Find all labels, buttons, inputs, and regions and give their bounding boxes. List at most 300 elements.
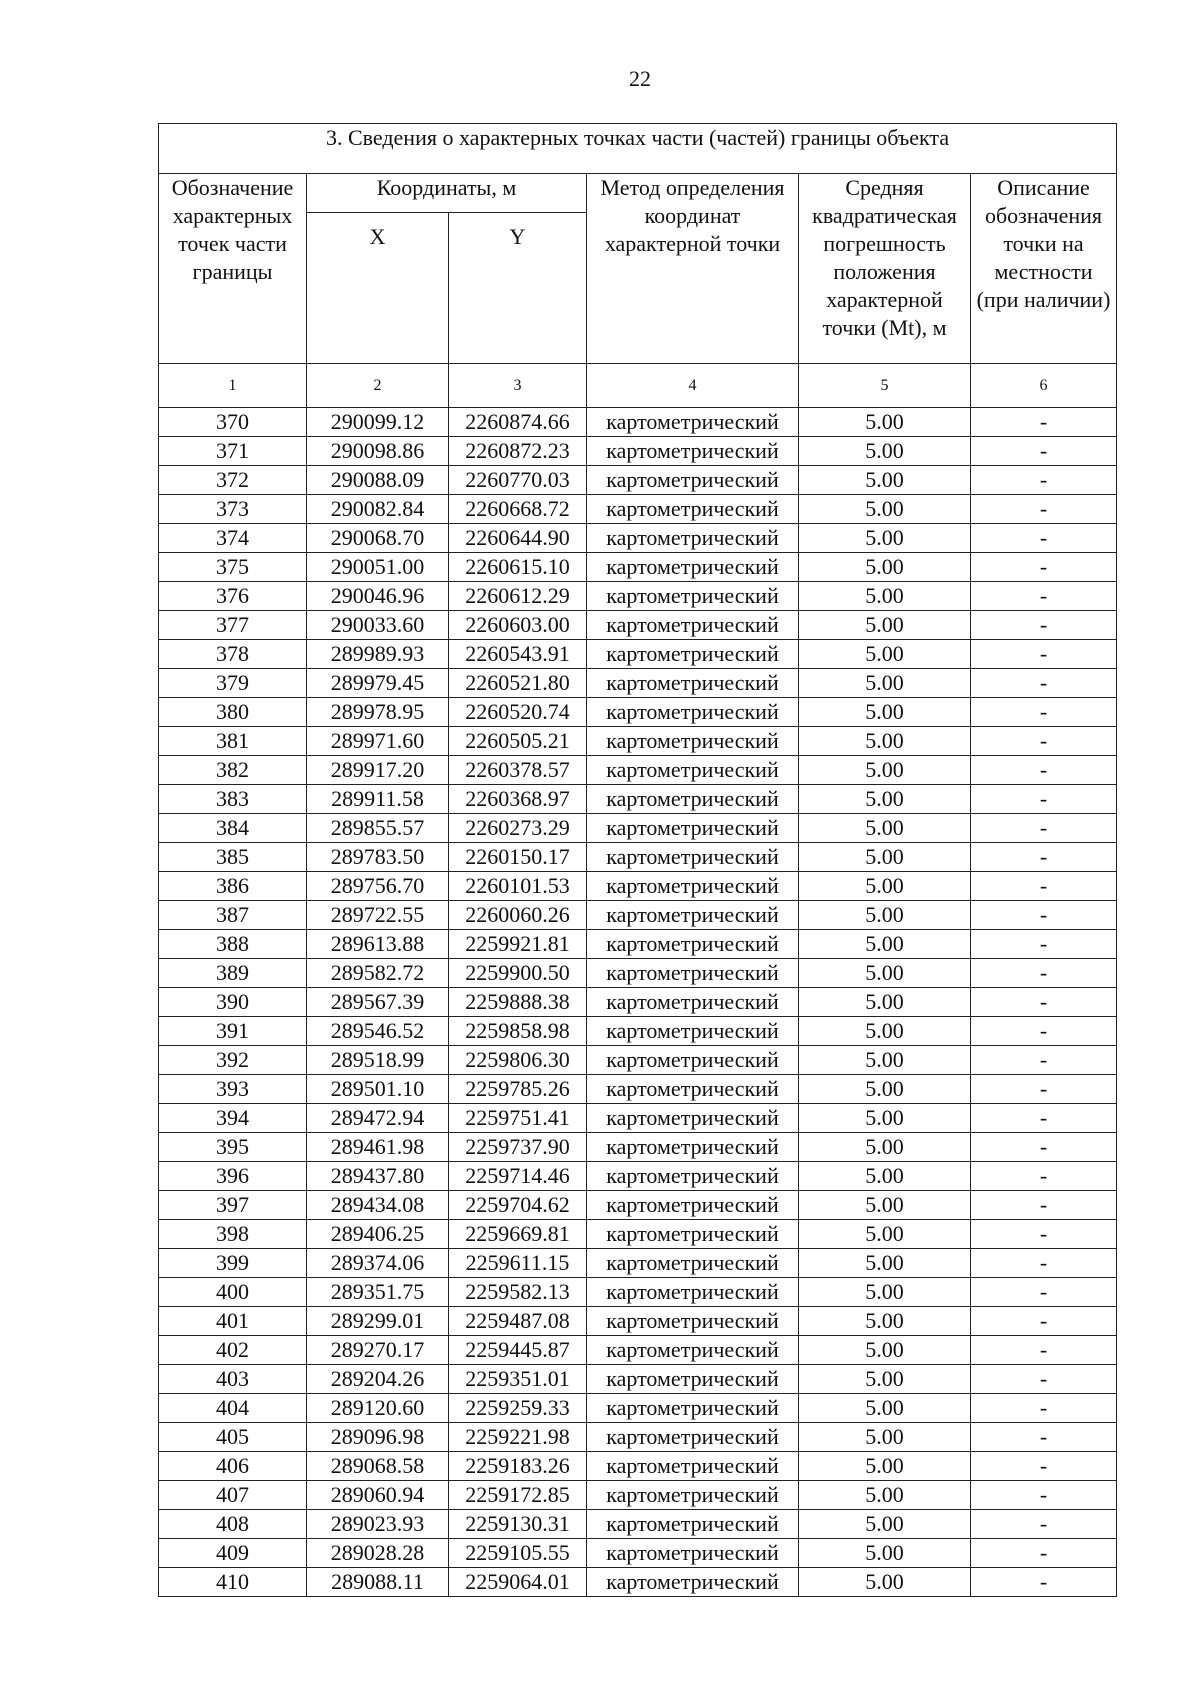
point-id-cell: 381 <box>159 727 307 756</box>
y-coordinate-cell: 2259183.26 <box>449 1452 587 1481</box>
table-row <box>159 495 1117 524</box>
error-cell: 5.00 <box>799 437 971 466</box>
description-cell: - <box>971 959 1117 988</box>
error-cell: 5.00 <box>799 959 971 988</box>
header-method: Метод определения координат характерной точки <box>587 174 799 364</box>
method-cell: картометрический <box>587 872 799 901</box>
description-cell: - <box>971 727 1117 756</box>
y-coordinate-cell: 2259921.81 <box>449 930 587 959</box>
method-cell: картометрический <box>587 1046 799 1075</box>
method-cell: картометрический <box>587 408 799 437</box>
y-coordinate-cell: 2259130.31 <box>449 1510 587 1539</box>
error-cell: 5.00 <box>799 495 971 524</box>
table-row <box>159 1046 1117 1075</box>
description-cell: - <box>971 1568 1117 1597</box>
table-row <box>159 814 1117 843</box>
point-id-cell: 400 <box>159 1278 307 1307</box>
x-coordinate-cell: 290046.96 <box>307 582 449 611</box>
y-coordinate-cell: 2259105.55 <box>449 1539 587 1568</box>
point-id-cell: 404 <box>159 1394 307 1423</box>
method-cell: картометрический <box>587 553 799 582</box>
point-id-cell: 384 <box>159 814 307 843</box>
point-id-cell: 398 <box>159 1220 307 1249</box>
x-coordinate-cell: 289855.57 <box>307 814 449 843</box>
error-cell: 5.00 <box>799 814 971 843</box>
column-number: 6 <box>971 364 1117 408</box>
table-row <box>159 988 1117 1017</box>
method-cell: картометрический <box>587 1307 799 1336</box>
x-coordinate-cell: 289028.28 <box>307 1539 449 1568</box>
description-cell: - <box>971 1307 1117 1336</box>
y-coordinate-cell: 2260612.29 <box>449 582 587 611</box>
point-id-cell: 380 <box>159 698 307 727</box>
point-id-cell: 390 <box>159 988 307 1017</box>
y-coordinate-cell: 2259351.01 <box>449 1365 587 1394</box>
point-id-cell: 372 <box>159 466 307 495</box>
error-cell: 5.00 <box>799 988 971 1017</box>
header-description: Описание обозначения точки на местности (при наличии) <box>971 174 1117 364</box>
y-coordinate-cell: 2259582.13 <box>449 1278 587 1307</box>
method-cell: картометрический <box>587 1133 799 1162</box>
point-id-cell: 370 <box>159 408 307 437</box>
method-cell: картометрический <box>587 669 799 698</box>
table-row <box>159 1336 1117 1365</box>
description-cell: - <box>971 1423 1117 1452</box>
x-coordinate-cell: 289060.94 <box>307 1481 449 1510</box>
method-cell: картометрический <box>587 1481 799 1510</box>
point-id-cell: 402 <box>159 1336 307 1365</box>
method-cell: картометрический <box>587 843 799 872</box>
table-row <box>159 1481 1117 1510</box>
description-cell: - <box>971 698 1117 727</box>
error-cell: 5.00 <box>799 1162 971 1191</box>
x-coordinate-cell: 289783.50 <box>307 843 449 872</box>
y-coordinate-cell: 2259900.50 <box>449 959 587 988</box>
x-coordinate-cell: 290098.86 <box>307 437 449 466</box>
column-numbers-row <box>159 364 1117 408</box>
method-cell: картометрический <box>587 727 799 756</box>
header-x: X <box>307 213 449 364</box>
table-row <box>159 756 1117 785</box>
table-row <box>159 611 1117 640</box>
y-coordinate-cell: 2260603.00 <box>449 611 587 640</box>
description-cell: - <box>971 495 1117 524</box>
method-cell: картометрический <box>587 495 799 524</box>
description-cell: - <box>971 1017 1117 1046</box>
x-coordinate-cell: 289120.60 <box>307 1394 449 1423</box>
x-coordinate-cell: 289096.98 <box>307 1423 449 1452</box>
error-cell: 5.00 <box>799 1220 971 1249</box>
x-coordinate-cell: 289351.75 <box>307 1278 449 1307</box>
error-cell: 5.00 <box>799 727 971 756</box>
table-row <box>159 582 1117 611</box>
point-id-cell: 396 <box>159 1162 307 1191</box>
y-coordinate-cell: 2259064.01 <box>449 1568 587 1597</box>
error-cell: 5.00 <box>799 1191 971 1220</box>
method-cell: картометрический <box>587 1249 799 1278</box>
x-coordinate-cell: 289437.80 <box>307 1162 449 1191</box>
table-row <box>159 843 1117 872</box>
x-coordinate-cell: 289270.17 <box>307 1336 449 1365</box>
method-cell: картометрический <box>587 698 799 727</box>
x-coordinate-cell: 289722.55 <box>307 901 449 930</box>
x-coordinate-cell: 290088.09 <box>307 466 449 495</box>
point-id-cell: 379 <box>159 669 307 698</box>
description-cell: - <box>971 1046 1117 1075</box>
y-coordinate-cell: 2259806.30 <box>449 1046 587 1075</box>
point-id-cell: 393 <box>159 1075 307 1104</box>
method-cell: картометрический <box>587 988 799 1017</box>
table-row <box>159 553 1117 582</box>
table-row <box>159 1220 1117 1249</box>
table-row <box>159 408 1117 437</box>
error-cell: 5.00 <box>799 1481 971 1510</box>
x-coordinate-cell: 289979.45 <box>307 669 449 698</box>
y-coordinate-cell: 2260872.23 <box>449 437 587 466</box>
table-row <box>159 1423 1117 1452</box>
x-coordinate-cell: 289978.95 <box>307 698 449 727</box>
point-id-cell: 378 <box>159 640 307 669</box>
x-coordinate-cell: 289756.70 <box>307 872 449 901</box>
description-cell: - <box>971 524 1117 553</box>
y-coordinate-cell: 2260060.26 <box>449 901 587 930</box>
column-number: 4 <box>587 364 799 408</box>
x-coordinate-cell: 289567.39 <box>307 988 449 1017</box>
method-cell: картометрический <box>587 1191 799 1220</box>
error-cell: 5.00 <box>799 901 971 930</box>
method-cell: картометрический <box>587 901 799 930</box>
y-coordinate-cell: 2260505.21 <box>449 727 587 756</box>
method-cell: картометрический <box>587 1394 799 1423</box>
description-cell: - <box>971 466 1117 495</box>
table-row <box>159 1568 1117 1597</box>
table-row <box>159 1104 1117 1133</box>
y-coordinate-cell: 2259172.85 <box>449 1481 587 1510</box>
point-id-cell: 386 <box>159 872 307 901</box>
method-cell: картометрический <box>587 756 799 785</box>
description-cell: - <box>971 1394 1117 1423</box>
y-coordinate-cell: 2259751.41 <box>449 1104 587 1133</box>
table-row <box>159 640 1117 669</box>
y-coordinate-cell: 2259611.15 <box>449 1249 587 1278</box>
method-cell: картометрический <box>587 1220 799 1249</box>
y-coordinate-cell: 2260644.90 <box>449 524 587 553</box>
point-id-cell: 371 <box>159 437 307 466</box>
error-cell: 5.00 <box>799 466 971 495</box>
x-coordinate-cell: 290033.60 <box>307 611 449 640</box>
description-cell: - <box>971 1104 1117 1133</box>
column-number: 1 <box>159 364 307 408</box>
x-coordinate-cell: 289911.58 <box>307 785 449 814</box>
point-id-cell: 389 <box>159 959 307 988</box>
x-coordinate-cell: 289461.98 <box>307 1133 449 1162</box>
error-cell: 5.00 <box>799 1133 971 1162</box>
table-row <box>159 1162 1117 1191</box>
x-coordinate-cell: 289299.01 <box>307 1307 449 1336</box>
table-row <box>159 901 1117 930</box>
y-coordinate-cell: 2259785.26 <box>449 1075 587 1104</box>
description-cell: - <box>971 669 1117 698</box>
error-cell: 5.00 <box>799 1568 971 1597</box>
description-cell: - <box>971 553 1117 582</box>
y-coordinate-cell: 2259669.81 <box>449 1220 587 1249</box>
y-coordinate-cell: 2259704.62 <box>449 1191 587 1220</box>
method-cell: картометрический <box>587 1510 799 1539</box>
description-cell: - <box>971 1278 1117 1307</box>
error-cell: 5.00 <box>799 640 971 669</box>
method-cell: картометрический <box>587 1423 799 1452</box>
point-id-cell: 410 <box>159 1568 307 1597</box>
error-cell: 5.00 <box>799 1539 971 1568</box>
y-coordinate-cell: 2260378.57 <box>449 756 587 785</box>
error-cell: 5.00 <box>799 1452 971 1481</box>
y-coordinate-cell: 2260150.17 <box>449 843 587 872</box>
y-coordinate-cell: 2260521.80 <box>449 669 587 698</box>
point-id-cell: 403 <box>159 1365 307 1394</box>
x-coordinate-cell: 289434.08 <box>307 1191 449 1220</box>
method-cell: картометрический <box>587 1162 799 1191</box>
y-coordinate-cell: 2260770.03 <box>449 466 587 495</box>
point-id-cell: 405 <box>159 1423 307 1452</box>
method-cell: картометрический <box>587 1075 799 1104</box>
description-cell: - <box>971 843 1117 872</box>
description-cell: - <box>971 640 1117 669</box>
x-coordinate-cell: 289068.58 <box>307 1452 449 1481</box>
method-cell: картометрический <box>587 785 799 814</box>
point-id-cell: 395 <box>159 1133 307 1162</box>
x-coordinate-cell: 290099.12 <box>307 408 449 437</box>
error-cell: 5.00 <box>799 582 971 611</box>
table-row <box>159 1394 1117 1423</box>
description-cell: - <box>971 408 1117 437</box>
point-id-cell: 391 <box>159 1017 307 1046</box>
header-error: Средняя квадратическая погрешность положения характерной точки (Mt), м <box>799 174 971 364</box>
table-row <box>159 437 1117 466</box>
description-cell: - <box>971 1452 1117 1481</box>
point-id-cell: 382 <box>159 756 307 785</box>
error-cell: 5.00 <box>799 756 971 785</box>
error-cell: 5.00 <box>799 1046 971 1075</box>
description-cell: - <box>971 1365 1117 1394</box>
description-cell: - <box>971 611 1117 640</box>
y-coordinate-cell: 2259259.33 <box>449 1394 587 1423</box>
error-cell: 5.00 <box>799 930 971 959</box>
error-cell: 5.00 <box>799 1394 971 1423</box>
x-coordinate-cell: 289088.11 <box>307 1568 449 1597</box>
boundary-points-table <box>158 123 1117 1597</box>
x-coordinate-cell: 289917.20 <box>307 756 449 785</box>
column-number: 3 <box>449 364 587 408</box>
point-id-cell: 409 <box>159 1539 307 1568</box>
x-coordinate-cell: 289613.88 <box>307 930 449 959</box>
point-id-cell: 385 <box>159 843 307 872</box>
y-coordinate-cell: 2259737.90 <box>449 1133 587 1162</box>
error-cell: 5.00 <box>799 408 971 437</box>
x-coordinate-cell: 289472.94 <box>307 1104 449 1133</box>
description-cell: - <box>971 1336 1117 1365</box>
x-coordinate-cell: 289989.93 <box>307 640 449 669</box>
point-id-cell: 399 <box>159 1249 307 1278</box>
point-id-cell: 397 <box>159 1191 307 1220</box>
error-cell: 5.00 <box>799 1104 971 1133</box>
table-row <box>159 524 1117 553</box>
method-cell: картометрический <box>587 1336 799 1365</box>
description-cell: - <box>971 814 1117 843</box>
error-cell: 5.00 <box>799 872 971 901</box>
error-cell: 5.00 <box>799 698 971 727</box>
description-cell: - <box>971 872 1117 901</box>
description-cell: - <box>971 1249 1117 1278</box>
method-cell: картометрический <box>587 640 799 669</box>
x-coordinate-cell: 289582.72 <box>307 959 449 988</box>
table-row <box>159 698 1117 727</box>
method-cell: картометрический <box>587 582 799 611</box>
description-cell: - <box>971 582 1117 611</box>
table-row <box>159 727 1117 756</box>
table-row <box>159 959 1117 988</box>
description-cell: - <box>971 1481 1117 1510</box>
description-cell: - <box>971 1510 1117 1539</box>
x-coordinate-cell: 289023.93 <box>307 1510 449 1539</box>
table-row <box>159 669 1117 698</box>
point-id-cell: 408 <box>159 1510 307 1539</box>
y-coordinate-cell: 2259888.38 <box>449 988 587 1017</box>
error-cell: 5.00 <box>799 1278 971 1307</box>
table-row <box>159 1365 1117 1394</box>
method-cell: картометрический <box>587 611 799 640</box>
error-cell: 5.00 <box>799 1336 971 1365</box>
x-coordinate-cell: 289204.26 <box>307 1365 449 1394</box>
table-row <box>159 1133 1117 1162</box>
point-id-cell: 401 <box>159 1307 307 1336</box>
error-cell: 5.00 <box>799 1307 971 1336</box>
error-cell: 5.00 <box>799 553 971 582</box>
y-coordinate-cell: 2260368.97 <box>449 785 587 814</box>
y-coordinate-cell: 2260615.10 <box>449 553 587 582</box>
y-coordinate-cell: 2260273.29 <box>449 814 587 843</box>
header-row-top <box>159 174 1117 213</box>
table-row <box>159 872 1117 901</box>
error-cell: 5.00 <box>799 611 971 640</box>
error-cell: 5.00 <box>799 1075 971 1104</box>
description-cell: - <box>971 901 1117 930</box>
method-cell: картометрический <box>587 1278 799 1307</box>
point-id-cell: 373 <box>159 495 307 524</box>
point-id-cell: 375 <box>159 553 307 582</box>
point-id-cell: 383 <box>159 785 307 814</box>
description-cell: - <box>971 437 1117 466</box>
description-cell: - <box>971 785 1117 814</box>
x-coordinate-cell: 289518.99 <box>307 1046 449 1075</box>
y-coordinate-cell: 2259487.08 <box>449 1307 587 1336</box>
description-cell: - <box>971 1220 1117 1249</box>
y-coordinate-cell: 2260520.74 <box>449 698 587 727</box>
table-row <box>159 1278 1117 1307</box>
error-cell: 5.00 <box>799 1249 971 1278</box>
table-row <box>159 1191 1117 1220</box>
x-coordinate-cell: 290082.84 <box>307 495 449 524</box>
y-coordinate-cell: 2259714.46 <box>449 1162 587 1191</box>
y-coordinate-cell: 2260101.53 <box>449 872 587 901</box>
header-designation: Обозначение характерных точек части границы <box>159 174 307 364</box>
table-row <box>159 785 1117 814</box>
point-id-cell: 392 <box>159 1046 307 1075</box>
method-cell: картометрический <box>587 466 799 495</box>
point-id-cell: 388 <box>159 930 307 959</box>
error-cell: 5.00 <box>799 1510 971 1539</box>
description-cell: - <box>971 1075 1117 1104</box>
description-cell: - <box>971 1191 1117 1220</box>
method-cell: картометрический <box>587 1539 799 1568</box>
x-coordinate-cell: 289501.10 <box>307 1075 449 1104</box>
error-cell: 5.00 <box>799 1365 971 1394</box>
column-number: 5 <box>799 364 971 408</box>
y-coordinate-cell: 2260543.91 <box>449 640 587 669</box>
x-coordinate-cell: 289406.25 <box>307 1220 449 1249</box>
point-id-cell: 377 <box>159 611 307 640</box>
table-row <box>159 1452 1117 1481</box>
point-id-cell: 374 <box>159 524 307 553</box>
method-cell: картометрический <box>587 930 799 959</box>
table-row <box>159 1510 1117 1539</box>
point-id-cell: 376 <box>159 582 307 611</box>
description-cell: - <box>971 988 1117 1017</box>
x-coordinate-cell: 290051.00 <box>307 553 449 582</box>
table-row <box>159 1307 1117 1336</box>
description-cell: - <box>971 756 1117 785</box>
table-row <box>159 1539 1117 1568</box>
table-row <box>159 1075 1117 1104</box>
method-cell: картометрический <box>587 1104 799 1133</box>
error-cell: 5.00 <box>799 785 971 814</box>
column-number: 2 <box>307 364 449 408</box>
x-coordinate-cell: 290068.70 <box>307 524 449 553</box>
y-coordinate-cell: 2260668.72 <box>449 495 587 524</box>
table-row <box>159 1249 1117 1278</box>
description-cell: - <box>971 1162 1117 1191</box>
y-coordinate-cell: 2260874.66 <box>449 408 587 437</box>
description-cell: - <box>971 930 1117 959</box>
method-cell: картометрический <box>587 1017 799 1046</box>
point-id-cell: 394 <box>159 1104 307 1133</box>
point-id-cell: 407 <box>159 1481 307 1510</box>
description-cell: - <box>971 1133 1117 1162</box>
method-cell: картометрический <box>587 1568 799 1597</box>
error-cell: 5.00 <box>799 524 971 553</box>
method-cell: картометрический <box>587 814 799 843</box>
page-number: 22 <box>629 66 651 91</box>
error-cell: 5.00 <box>799 1423 971 1452</box>
section-title-row <box>159 124 1117 174</box>
y-coordinate-cell: 2259445.87 <box>449 1336 587 1365</box>
table-row <box>159 930 1117 959</box>
method-cell: картометрический <box>587 1452 799 1481</box>
section-title: 3. Сведения о характерных точках части (частей) границы объекта <box>159 124 1117 174</box>
error-cell: 5.00 <box>799 1017 971 1046</box>
point-id-cell: 387 <box>159 901 307 930</box>
method-cell: картометрический <box>587 959 799 988</box>
point-id-cell: 406 <box>159 1452 307 1481</box>
x-coordinate-cell: 289971.60 <box>307 727 449 756</box>
table-row <box>159 1017 1117 1046</box>
y-coordinate-cell: 2259858.98 <box>449 1017 587 1046</box>
method-cell: картометрический <box>587 524 799 553</box>
method-cell: картометрический <box>587 1365 799 1394</box>
header-coordinates: Координаты, м <box>307 174 587 213</box>
error-cell: 5.00 <box>799 843 971 872</box>
x-coordinate-cell: 289374.06 <box>307 1249 449 1278</box>
description-cell: - <box>971 1539 1117 1568</box>
